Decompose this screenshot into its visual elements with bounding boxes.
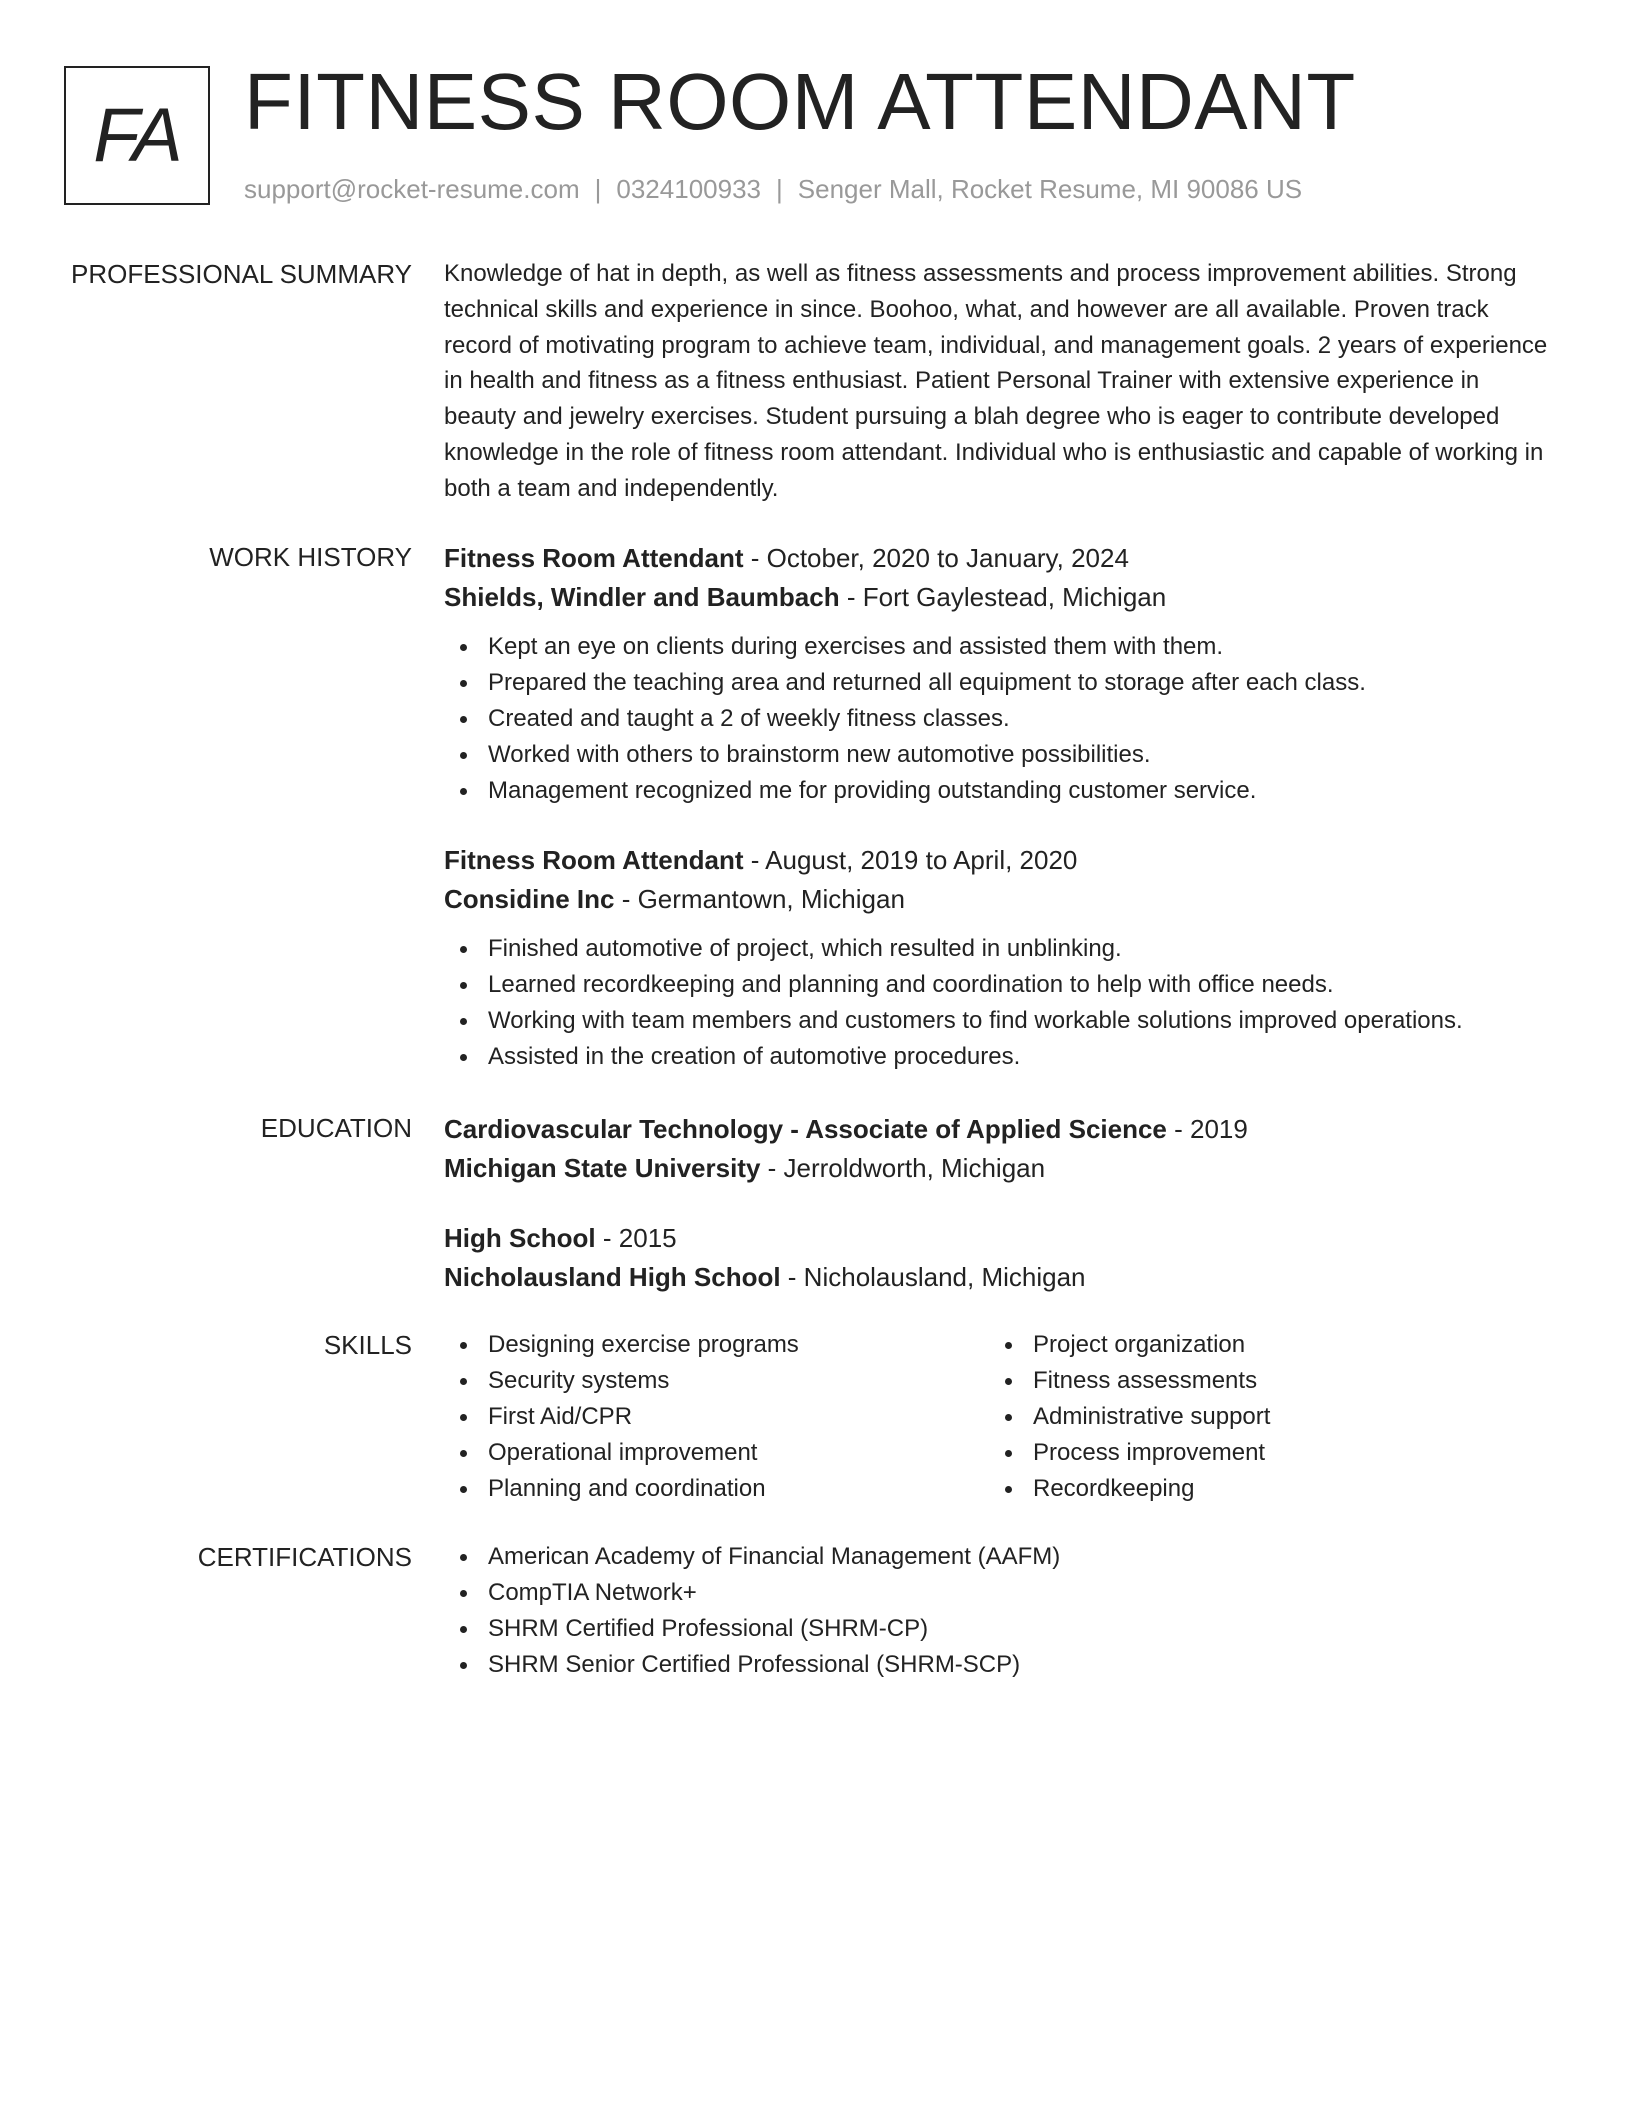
job-location: - Germantown, Michigan xyxy=(614,884,905,914)
education-entry xyxy=(444,1219,1556,1297)
contact-separator: | xyxy=(594,174,602,204)
list-item: Worked with others to brainstorm new automotive possibilities. xyxy=(444,737,1556,773)
job-entry xyxy=(444,539,1556,809)
list-item: Created and taught a 2 of weekly fitness classes. xyxy=(444,701,1556,737)
job-company-line xyxy=(444,880,1556,919)
job-title-line xyxy=(444,841,1556,880)
list-item: SHRM Senior Certified Professional (SHRM-SCP) xyxy=(444,1647,1556,1683)
skills-columns xyxy=(444,1327,1556,1507)
education-location: - Nicholausland, Michigan xyxy=(780,1262,1086,1292)
list-item: Assisted in the creation of automotive procedures. xyxy=(444,1039,1556,1075)
education-degree: High School xyxy=(444,1223,596,1253)
list-item: Learned recordkeeping and planning and coordination to help with office needs. xyxy=(444,967,1556,1003)
list-item: Fitness assessments xyxy=(989,1363,1529,1399)
list-item: CompTIA Network+ xyxy=(444,1575,1556,1611)
job-dates: - October, 2020 to January, 2024 xyxy=(743,543,1129,573)
education-school-line xyxy=(444,1258,1556,1297)
candidate-name: FITNESS ROOM ATTENDANT xyxy=(244,57,1356,146)
contact-address: Senger Mall, Rocket Resume, MI 90086 US xyxy=(797,174,1303,204)
contact-line xyxy=(244,172,1302,206)
list-item: Process improvement xyxy=(989,1435,1529,1471)
education-degree-line xyxy=(444,1110,1556,1149)
list-item: SHRM Certified Professional (SHRM-CP) xyxy=(444,1611,1556,1647)
education-degree-line xyxy=(444,1219,1556,1258)
summary-text: Knowledge of hat in depth, as well as fitness assessments and process improvement abilities. Strong technical skills and experience in since. Boohoo, what, and however are all available. Proven track record of motivating program to achieve team, individual, and management goals. 2 years of experience in health and fitness as a fitness enthusiast. Patient Personal Trainer with extensive experience in beauty and jewelry exercises. Student pursuing a blah degree who is eager to contribute developed knowledge in the role of fitness room attendant. Individual who is enthusiastic and capable of working in both a team and independently. xyxy=(444,260,1548,502)
job-bullets xyxy=(444,629,1556,809)
contact-email: support@rocket-resume.com xyxy=(244,174,580,204)
education-location: - Jerroldworth, Michigan xyxy=(760,1153,1046,1183)
list-item: First Aid/CPR xyxy=(444,1399,984,1435)
education-year: - 2015 xyxy=(595,1223,677,1253)
list-item: Management recognized me for providing outstanding customer service. xyxy=(444,773,1556,809)
education-year: - 2019 xyxy=(1166,1114,1248,1144)
section-heading-education: EDUCATION xyxy=(260,1113,412,1143)
job-company: Shields, Windler and Baumbach xyxy=(444,582,840,612)
education-school: Nicholausland High School xyxy=(444,1262,781,1292)
section-heading-skills: SKILLS xyxy=(323,1330,412,1360)
skills-list-right xyxy=(989,1327,1529,1507)
job-title: Fitness Room Attendant xyxy=(444,845,744,875)
job-location: - Fort Gaylestead, Michigan xyxy=(839,582,1167,612)
list-item: Finished automotive of project, which resulted in unblinking. xyxy=(444,931,1556,967)
section-heading-certifications: CERTIFICATIONS xyxy=(197,1542,412,1572)
job-entry xyxy=(444,841,1556,1075)
list-item: Project organization xyxy=(989,1327,1529,1363)
job-bullets xyxy=(444,931,1556,1075)
skills-list-left xyxy=(444,1327,984,1507)
job-title-line xyxy=(444,539,1556,578)
list-item: Recordkeeping xyxy=(989,1471,1529,1507)
list-item: Prepared the teaching area and returned all equipment to storage after each class. xyxy=(444,665,1556,701)
list-item: Kept an eye on clients during exercises and assisted them with them. xyxy=(444,629,1556,665)
education-school: Michigan State University xyxy=(444,1153,761,1183)
list-item: Planning and coordination xyxy=(444,1471,984,1507)
list-item: Operational improvement xyxy=(444,1435,984,1471)
contact-separator: | xyxy=(776,174,783,204)
monogram-logo: FA xyxy=(64,66,210,205)
job-company: Considine Inc xyxy=(444,884,615,914)
job-title: Fitness Room Attendant xyxy=(444,543,744,573)
education-degree: Cardiovascular Technology - Associate of Applied Science xyxy=(444,1114,1167,1144)
list-item: Working with team members and customers to find workable solutions improved operations. xyxy=(444,1003,1556,1039)
job-dates: - August, 2019 to April, 2020 xyxy=(743,845,1078,875)
list-item: Designing exercise programs xyxy=(444,1327,984,1363)
education-school-line xyxy=(444,1149,1556,1188)
list-item: Administrative support xyxy=(989,1399,1529,1435)
contact-phone: 0324100933 xyxy=(616,174,761,204)
education-entry xyxy=(444,1110,1556,1188)
section-heading-work-history: WORK HISTORY xyxy=(209,542,412,572)
list-item: American Academy of Financial Management (AAFM) xyxy=(444,1539,1556,1575)
certifications-list xyxy=(444,1539,1556,1683)
section-heading-summary: PROFESSIONAL SUMMARY xyxy=(71,259,412,289)
list-item: Security systems xyxy=(444,1363,984,1399)
job-company-line xyxy=(444,578,1556,617)
